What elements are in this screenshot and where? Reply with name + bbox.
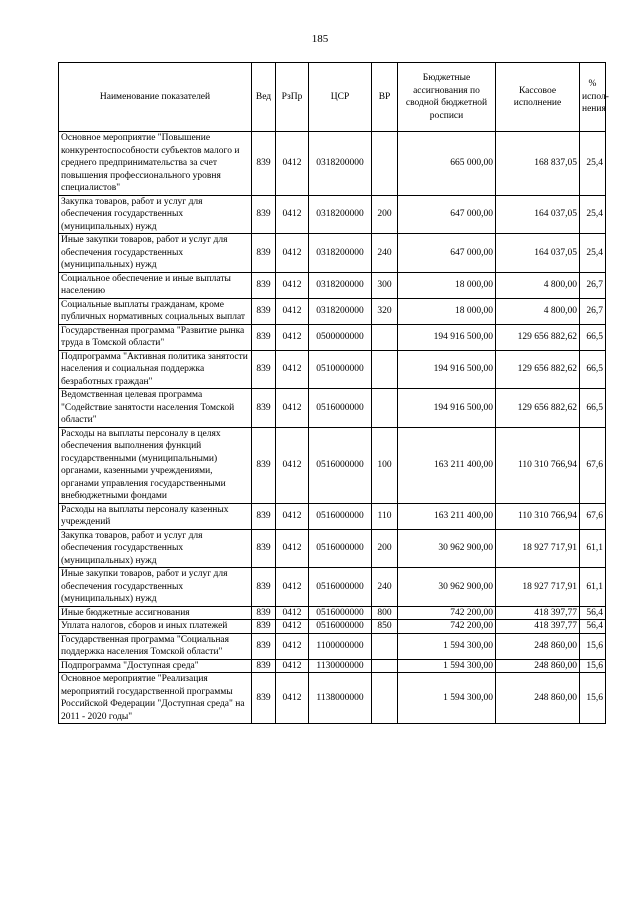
cell-name: Основное мероприятие "Реализация мероприятий государственной программы Российской Федерации "Доступная среда" на 2011 - 2020 годы" <box>59 673 252 724</box>
header-vr: ВР <box>372 63 398 132</box>
table-row <box>59 529 606 568</box>
header-csr: ЦСР <box>309 63 372 132</box>
cell-vr: 800 <box>372 606 398 620</box>
cell-cash: 418 397,77 <box>496 620 580 634</box>
cell-name: Социальное обеспечение и иные выплаты населению <box>59 272 252 298</box>
cell-budget: 665 000,00 <box>398 132 496 196</box>
cell-budget: 163 211 400,00 <box>398 503 496 529</box>
cell-budget: 647 000,00 <box>398 234 496 273</box>
cell-percent: 67,6 <box>580 427 606 503</box>
cell-ved: 839 <box>252 659 276 673</box>
cell-percent: 25,4 <box>580 132 606 196</box>
cell-ved: 839 <box>252 606 276 620</box>
cell-vr: 100 <box>372 427 398 503</box>
header-percent: % испол-нения <box>580 63 606 132</box>
cell-vr <box>372 633 398 659</box>
cell-ved: 839 <box>252 298 276 324</box>
cell-cash: 248 860,00 <box>496 633 580 659</box>
cell-name: Расходы на выплаты персоналу казенных учреждений <box>59 503 252 529</box>
cell-percent: 66,5 <box>580 324 606 350</box>
cell-csr: 0516000000 <box>309 389 372 428</box>
cell-budget: 30 962 900,00 <box>398 568 496 607</box>
cell-budget: 742 200,00 <box>398 606 496 620</box>
cell-name: Ведомственная целевая программа "Содействие занятости населения Томской области" <box>59 389 252 428</box>
cell-csr: 0318200000 <box>309 132 372 196</box>
cell-vr: 850 <box>372 620 398 634</box>
cell-budget: 647 000,00 <box>398 195 496 234</box>
cell-ved: 839 <box>252 350 276 389</box>
cell-ved: 839 <box>252 234 276 273</box>
cell-csr: 0318200000 <box>309 234 372 273</box>
cell-rzpr: 0412 <box>276 673 309 724</box>
cell-cash: 248 860,00 <box>496 659 580 673</box>
cell-cash: 418 397,77 <box>496 606 580 620</box>
cell-csr: 0318200000 <box>309 298 372 324</box>
cell-name: Закупка товаров, работ и услуг для обеспечения государственных (муниципальных) нужд <box>59 529 252 568</box>
cell-cash: 129 656 882,62 <box>496 350 580 389</box>
table-row <box>59 503 606 529</box>
cell-vr <box>372 659 398 673</box>
cell-vr <box>372 673 398 724</box>
cell-ved: 839 <box>252 324 276 350</box>
table-row <box>59 132 606 196</box>
cell-budget: 742 200,00 <box>398 620 496 634</box>
cell-vr <box>372 350 398 389</box>
cell-ved: 839 <box>252 503 276 529</box>
cell-name: Государственная программа "Социальная поддержка населения Томской области" <box>59 633 252 659</box>
cell-percent: 25,4 <box>580 195 606 234</box>
cell-vr: 240 <box>372 568 398 607</box>
cell-name: Иные закупки товаров, работ и услуг для обеспечения государственных (муниципальных) нужд <box>59 568 252 607</box>
cell-csr: 0516000000 <box>309 529 372 568</box>
cell-percent: 61,1 <box>580 529 606 568</box>
cell-rzpr: 0412 <box>276 529 309 568</box>
cell-cash: 4 800,00 <box>496 298 580 324</box>
cell-rzpr: 0412 <box>276 620 309 634</box>
cell-csr: 0510000000 <box>309 350 372 389</box>
cell-name: Социальные выплаты гражданам, кроме публичных нормативных социальных выплат <box>59 298 252 324</box>
cell-rzpr: 0412 <box>276 350 309 389</box>
cell-ved: 839 <box>252 673 276 724</box>
cell-vr: 200 <box>372 195 398 234</box>
cell-cash: 129 656 882,62 <box>496 389 580 428</box>
cell-vr: 200 <box>372 529 398 568</box>
cell-csr: 0516000000 <box>309 427 372 503</box>
cell-ved: 839 <box>252 568 276 607</box>
cell-rzpr: 0412 <box>276 503 309 529</box>
cell-percent: 61,1 <box>580 568 606 607</box>
cell-ved: 839 <box>252 195 276 234</box>
cell-rzpr: 0412 <box>276 324 309 350</box>
cell-budget: 194 916 500,00 <box>398 350 496 389</box>
cell-rzpr: 0412 <box>276 298 309 324</box>
cell-percent: 15,6 <box>580 659 606 673</box>
cell-cash: 164 037,05 <box>496 195 580 234</box>
cell-ved: 839 <box>252 272 276 298</box>
table-row <box>59 427 606 503</box>
table-row <box>59 350 606 389</box>
table-row <box>59 389 606 428</box>
table-row <box>59 633 606 659</box>
cell-cash: 4 800,00 <box>496 272 580 298</box>
cell-percent: 66,5 <box>580 350 606 389</box>
cell-rzpr: 0412 <box>276 606 309 620</box>
cell-cash: 18 927 717,91 <box>496 529 580 568</box>
table-row <box>59 272 606 298</box>
table-body <box>59 132 606 724</box>
cell-budget: 18 000,00 <box>398 298 496 324</box>
cell-percent: 26,7 <box>580 272 606 298</box>
table-row <box>59 298 606 324</box>
cell-csr: 0318200000 <box>309 272 372 298</box>
table-row <box>59 195 606 234</box>
cell-csr: 0516000000 <box>309 620 372 634</box>
table-row <box>59 324 606 350</box>
cell-ved: 839 <box>252 529 276 568</box>
cell-name: Расходы на выплаты персоналу в целях обеспечения выполнения функций государственными (муниципальными) органами, казенными учреждениями, органами управления государственными внебюджетными фондами <box>59 427 252 503</box>
cell-budget: 163 211 400,00 <box>398 427 496 503</box>
cell-vr: 320 <box>372 298 398 324</box>
page-number: 185 <box>311 33 329 45</box>
cell-cash: 110 310 766,94 <box>496 503 580 529</box>
table-row <box>59 620 606 634</box>
cell-rzpr: 0412 <box>276 568 309 607</box>
cell-rzpr: 0412 <box>276 427 309 503</box>
cell-budget: 194 916 500,00 <box>398 324 496 350</box>
cell-name: Основное мероприятие "Повышение конкурентоспособности субъектов малого и среднего предпринимательства за счет повышения профессионального уровня специалистов" <box>59 132 252 196</box>
cell-cash: 168 837,05 <box>496 132 580 196</box>
cell-csr: 0516000000 <box>309 568 372 607</box>
cell-ved: 839 <box>252 132 276 196</box>
header-cash: Кассовое исполнение <box>496 63 580 132</box>
cell-vr <box>372 389 398 428</box>
cell-cash: 129 656 882,62 <box>496 324 580 350</box>
header-budget: Бюджетные ассигнования по сводной бюджетной росписи <box>398 63 496 132</box>
cell-csr: 0318200000 <box>309 195 372 234</box>
cell-csr: 1100000000 <box>309 633 372 659</box>
cell-percent: 56,4 <box>580 606 606 620</box>
cell-percent: 26,7 <box>580 298 606 324</box>
cell-rzpr: 0412 <box>276 659 309 673</box>
table-row <box>59 659 606 673</box>
cell-name: Иные закупки товаров, работ и услуг для обеспечения государственных (муниципальных) нужд <box>59 234 252 273</box>
header-name: Наименование показателей <box>59 63 252 132</box>
cell-percent: 56,4 <box>580 620 606 634</box>
cell-percent: 15,6 <box>580 673 606 724</box>
cell-name: Государственная программа "Развитие рынка труда в Томской области" <box>59 324 252 350</box>
cell-rzpr: 0412 <box>276 132 309 196</box>
cell-cash: 164 037,05 <box>496 234 580 273</box>
cell-ved: 839 <box>252 427 276 503</box>
cell-csr: 0516000000 <box>309 606 372 620</box>
cell-vr: 300 <box>372 272 398 298</box>
table-row <box>59 234 606 273</box>
cell-vr: 110 <box>372 503 398 529</box>
budget-execution-table <box>58 62 609 724</box>
cell-percent: 25,4 <box>580 234 606 273</box>
cell-vr <box>372 132 398 196</box>
cell-csr: 1138000000 <box>309 673 372 724</box>
cell-vr: 240 <box>372 234 398 273</box>
header-rzpr: РзПр <box>276 63 309 132</box>
cell-budget: 1 594 300,00 <box>398 673 496 724</box>
table-row <box>59 606 606 620</box>
cell-name: Закупка товаров, работ и услуг для обеспечения государственных (муниципальных) нужд <box>59 195 252 234</box>
cell-rzpr: 0412 <box>276 633 309 659</box>
cell-budget: 18 000,00 <box>398 272 496 298</box>
cell-percent: 67,6 <box>580 503 606 529</box>
cell-name: Иные бюджетные ассигнования <box>59 606 252 620</box>
cell-rzpr: 0412 <box>276 272 309 298</box>
cell-ved: 839 <box>252 389 276 428</box>
cell-budget: 30 962 900,00 <box>398 529 496 568</box>
cell-rzpr: 0412 <box>276 234 309 273</box>
cell-name: Подпрограмма "Активная политика занятости населения и социальная поддержка безработных граждан" <box>59 350 252 389</box>
cell-name: Подпрограмма "Доступная среда" <box>59 659 252 673</box>
cell-budget: 1 594 300,00 <box>398 659 496 673</box>
header-ved: Вед <box>252 63 276 132</box>
cell-cash: 110 310 766,94 <box>496 427 580 503</box>
cell-vr <box>372 324 398 350</box>
cell-budget: 1 594 300,00 <box>398 633 496 659</box>
cell-cash: 18 927 717,91 <box>496 568 580 607</box>
cell-rzpr: 0412 <box>276 389 309 428</box>
cell-cash: 248 860,00 <box>496 673 580 724</box>
cell-ved: 839 <box>252 620 276 634</box>
table-row <box>59 673 606 724</box>
cell-budget: 194 916 500,00 <box>398 389 496 428</box>
cell-csr: 0500000000 <box>309 324 372 350</box>
cell-rzpr: 0412 <box>276 195 309 234</box>
cell-percent: 15,6 <box>580 633 606 659</box>
cell-csr: 0516000000 <box>309 503 372 529</box>
table-header-row <box>59 63 606 132</box>
cell-percent: 66,5 <box>580 389 606 428</box>
cell-csr: 1130000000 <box>309 659 372 673</box>
table-row <box>59 568 606 607</box>
cell-name: Уплата налогов, сборов и иных платежей <box>59 620 252 634</box>
cell-ved: 839 <box>252 633 276 659</box>
